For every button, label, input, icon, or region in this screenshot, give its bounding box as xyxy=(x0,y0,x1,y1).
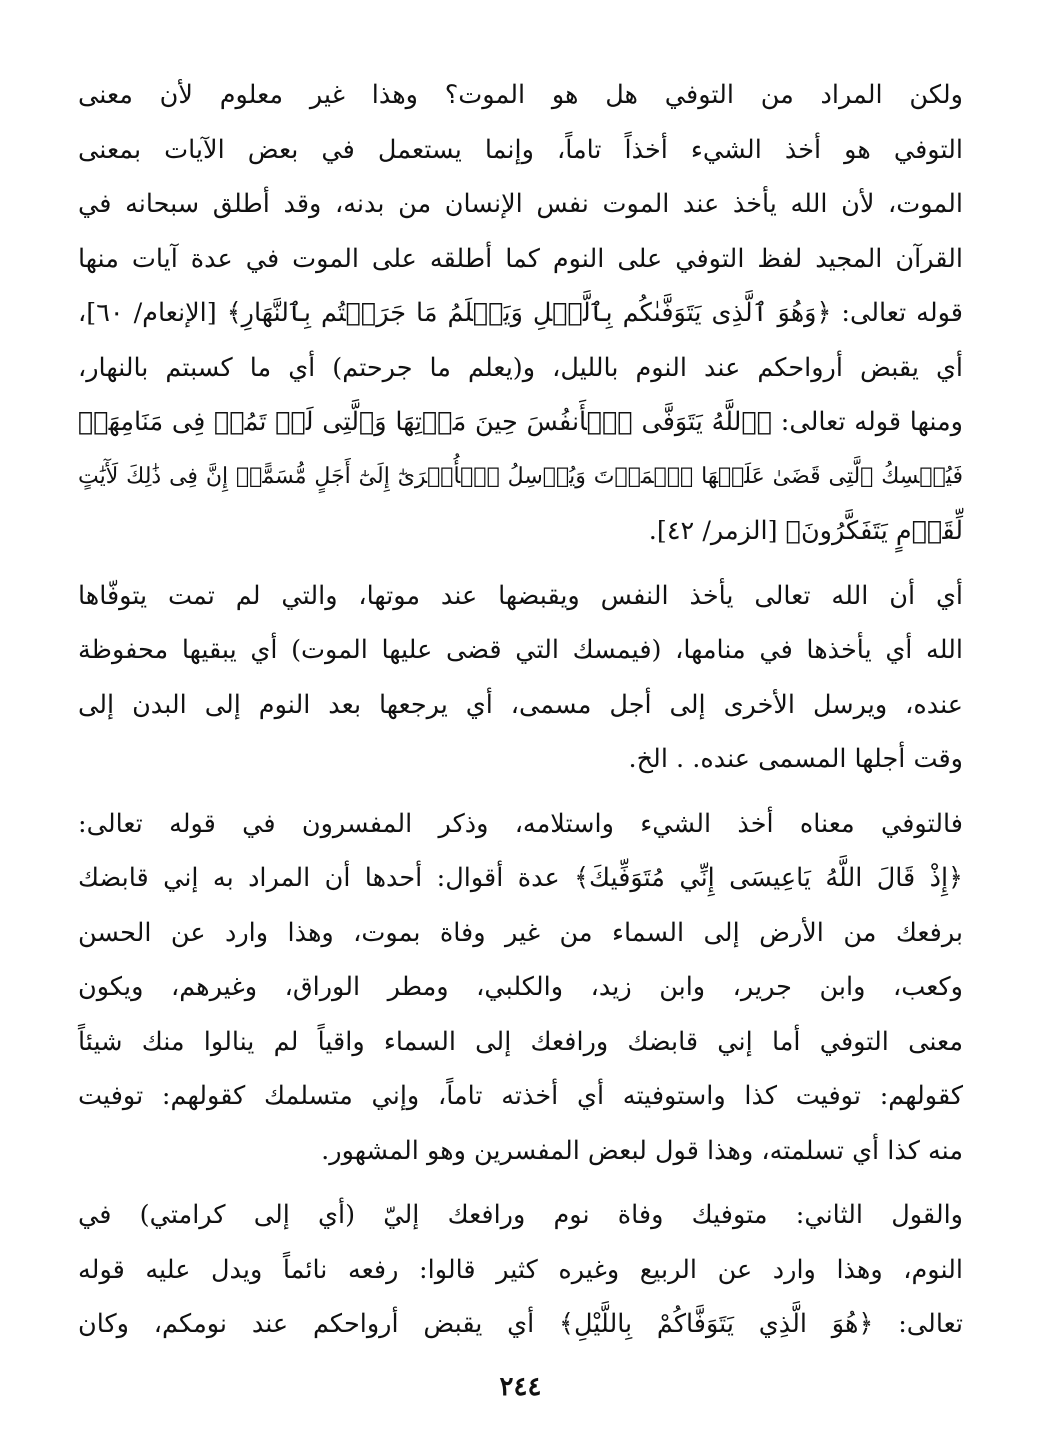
text-line: وكعب، وابن جرير، وابن زيد، والكلبي، ومطر الوراق، وغيرهم، ويكون xyxy=(78,972,963,1002)
text-line: أي أن الله تعالى يأخذ النفس ويقبضها عند موتها، والتي لم تمت يتوفّاها xyxy=(78,580,963,611)
text-line: أي يقبض أرواحكم عند النوم بالليل، و(يعلم ما جرحتم) أي ما كسبتم بالنهار، xyxy=(78,352,963,383)
paragraph-3 xyxy=(78,797,963,1179)
text-line: التوفي هو أخذ الشيء أخذاً تاماً، وإنما يستعمل في بعض الآيات بمعنى xyxy=(78,134,963,165)
text-line: الموت، لأن الله يأخذ عند الموت نفس الإنسان من بدنه، وقد أطلق سبحانه في xyxy=(78,189,963,219)
text-line: برفعك من الأرض إلى السماء من غير وفاة بموت، وهذا وارد عن الحسن xyxy=(78,917,963,948)
paragraph-1 xyxy=(78,68,963,559)
text-line: القرآن المجيد لفظ التوفي على النوم كما أطلقه على الموت في عدة آيات منها xyxy=(78,243,963,274)
text-line: تعالى: ﴿هُوَ الَّذِي يَتَوَفَّاكُمْ بِاللَّيْلِ﴾ أي يقبض أرواحكم عند نومكم، وكان xyxy=(78,1309,963,1339)
text-line: ولكن المراد من التوفي هل هو الموت؟ وهذا غير معلوم لأن معنى xyxy=(78,80,963,110)
text-line: منه كذا أي تسلمته، وهذا قول لبعض المفسرين وهو المشهور. xyxy=(321,1135,963,1166)
text-line: ومنها قوله تعالى: ﴿ٱللَّهُ يَتَوَفَّى ٱلۡأَنفُسَ حِينَ مَوۡتِهَا وَٱلَّتِى لَمۡ تَمُتۡ فِى مَنَامِهَاۖ xyxy=(78,407,963,437)
text-line: فَيُمۡسِكُ ٱلَّتِى قَضَىٰ عَلَيۡهَا ٱلۡمَوۡتَ وَيُرۡسِلُ ٱلۡأُخۡرَىٰٓ إِلَىٰٓ أَجَلٍ مُّسَمًّىۚ إِنَّ فِى ذَٰلِكَ لَأٓيَٰتٍ xyxy=(78,463,963,489)
page-number: ٢٤٤ xyxy=(499,1372,542,1402)
text-line: فالتوفي معناه أخذ الشيء واستلامه، وذكر المفسرون في قوله تعالى: xyxy=(78,808,963,839)
paragraph-2 xyxy=(78,569,963,787)
text-line: وقت أجلها المسمى عنده. . الخ. xyxy=(628,744,963,774)
text-line: النوم، وهذا وارد عن الربيع وغيره كثير قالوا: رفعه نائماً ويدل عليه قوله xyxy=(78,1254,963,1285)
page-body xyxy=(78,68,963,1352)
text-line: معنى التوفي أما إني قابضك ورافعك إلى السماء واقياً لم ينالوا منك شيئاً xyxy=(78,1026,963,1057)
text-line: لِّقَوۡمٍ يَتَفَكَّرُونَ﴾ [الزمر/ ٤٢]. xyxy=(648,516,963,546)
paragraph-4 xyxy=(78,1188,963,1352)
text-line: والقول الثاني: متوفيك وفاة نوم ورافعك إليّ (أي إلى كرامتي) في xyxy=(78,1200,963,1230)
text-line: عنده، ويرسل الأخرى إلى أجل مسمى، أي يرجعها بعد النوم إلى البدن إلى xyxy=(78,689,963,720)
text-line: كقولهم: توفيت كذا واستوفيته أي أخذته تاماً، وإني متسلمك كقولهم: توفيت xyxy=(78,1081,963,1111)
text-line: ﴿إِذْ قَالَ اللَّهُ يَاعِيسَى إِنِّي مُتَوَفِّيكَ﴾ عدة أقوال: أحدها أن المراد به إني قابضك xyxy=(78,863,963,893)
text-line: الله أي يأخذها في منامها، (فيمسك التي قضى عليها الموت) أي يبقيها محفوظة xyxy=(78,635,963,665)
text-line: قوله تعالى: ﴿وَهُوَ ٱلَّذِى يَتَوَفَّىٰكُم بِٱلَّيۡلِ وَيَعۡلَمُ مَا جَرَحۡتُم بِٱلنَّهَارِ﴾ [الإنعام/ ٦٠]، xyxy=(78,298,963,328)
